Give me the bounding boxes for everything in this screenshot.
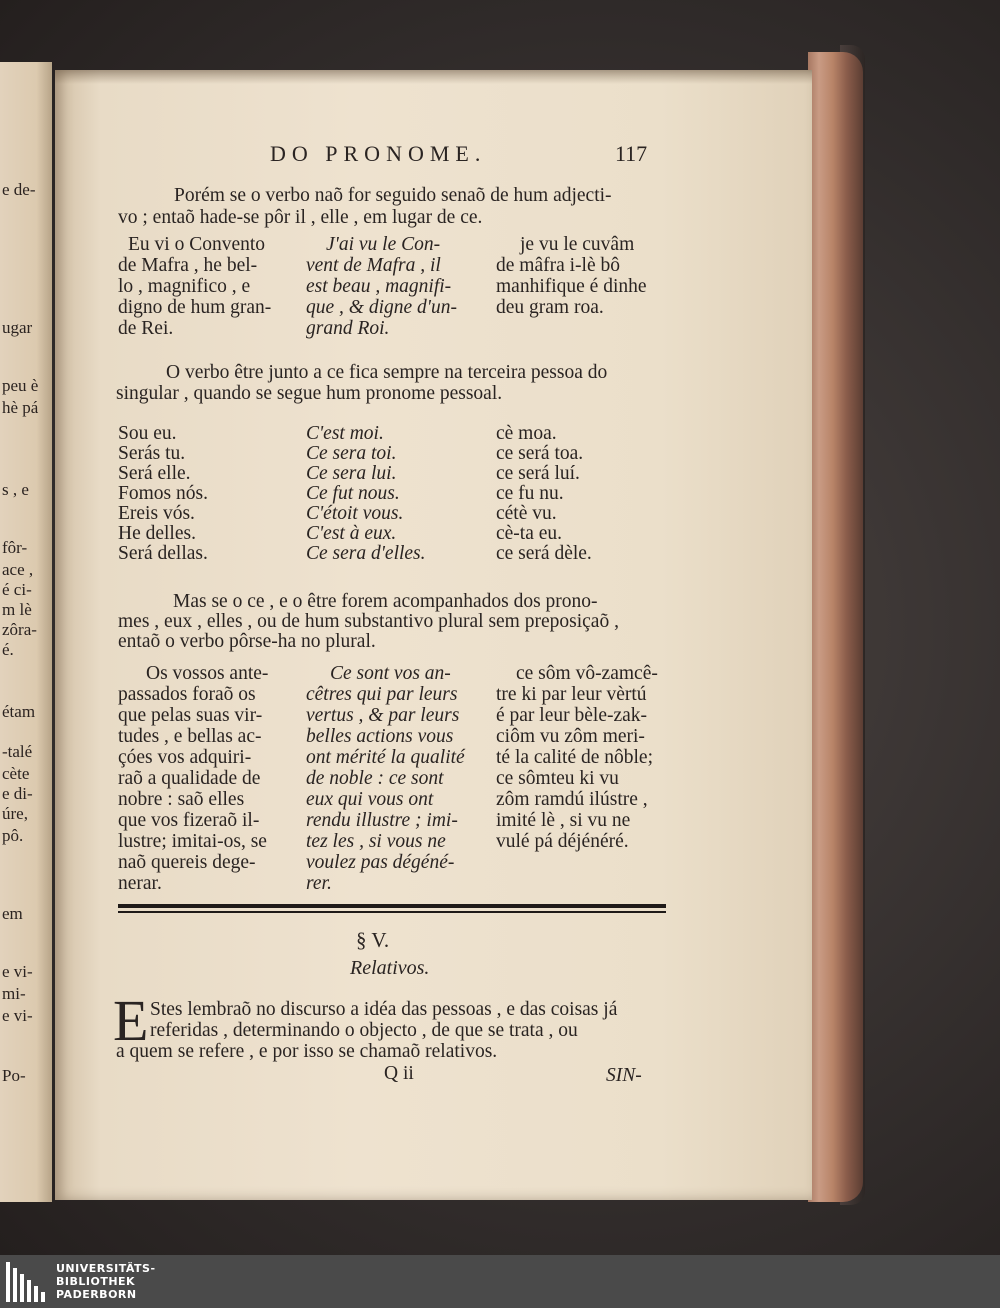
facing-page-fragment: peu è <box>2 376 39 395</box>
example2-portuguese-line: que pelas suas vir- <box>118 705 263 726</box>
example2-french-line: cêtres qui par leurs <box>306 684 458 705</box>
conjugation-pronunciation-line: ce fu nu. <box>496 483 564 504</box>
library-name-line: BIBLIOTHEK <box>56 1275 136 1288</box>
facing-page-fragment: úre, <box>2 804 28 823</box>
example2-french-line: de noble : ce sont <box>306 768 444 789</box>
final-paragraph-line: a quem se refere , e por isso se chamaõ relativos. <box>116 1041 498 1062</box>
library-logo-icon <box>6 1262 46 1302</box>
example2-french-line: ont mérité la qualité <box>306 747 465 768</box>
example2-portuguese-line: naõ quereis dege- <box>118 852 256 873</box>
running-title: DO PRONOME. <box>270 141 487 166</box>
example1-french-line: J'ai vu le Con- <box>326 234 441 255</box>
example2-pronunciation-line: vulé pá déjénéré. <box>496 831 629 852</box>
intro-line: Porém se o verbo naõ for seguido senaõ de hum adjecti- <box>174 185 612 206</box>
example2-french-line: voulez pas dégéné- <box>306 852 455 873</box>
page-shadow <box>55 70 812 84</box>
example2-portuguese-line: lustre; imitai-os, se <box>118 831 267 852</box>
facing-page-fragment: em <box>2 904 23 923</box>
page-number: 117 <box>615 141 648 166</box>
conjugation-french-line: C'est à eux. <box>306 523 397 544</box>
conjugation-french-line: Ce sera toi. <box>306 443 397 464</box>
library-name-line: UNIVERSITÄTS- <box>56 1262 156 1275</box>
example2-portuguese-line: Os vossos ante- <box>146 663 269 684</box>
example1-portuguese-line: de Mafra , he bel- <box>118 255 258 276</box>
example1-pronunciation-line: deu gram roa. <box>496 297 604 318</box>
facing-page-fragment: e de- <box>2 180 36 199</box>
conjugation-pronunciation-line: ce será dèle. <box>496 543 592 564</box>
example1-french-line: grand Roi. <box>306 318 390 339</box>
facing-page-fragment: zôra- <box>2 620 37 639</box>
conjugation-portuguese-line: Serás tu. <box>118 443 186 464</box>
example1-french-line: que , & digne d'un- <box>306 297 457 318</box>
example2-french-line: tez les , si vous ne <box>306 831 446 852</box>
conjugation-portuguese-line: Sou eu. <box>118 423 177 444</box>
example2-pronunciation-line: tre ki par leur vèrtú <box>496 684 647 705</box>
example2-french-line: belles actions vous <box>306 726 454 747</box>
example1-portuguese-line: digno de hum gran- <box>118 297 272 318</box>
example2-pronunciation-line: ce sôm vô-zamcê- <box>516 663 658 684</box>
conjugation-pronunciation-line: cè moa. <box>496 423 557 444</box>
library-name <box>56 1262 156 1301</box>
example1-pronunciation-line: de mâfra i-lè bô <box>496 255 620 276</box>
conjugation-portuguese-line: Ereis vós. <box>118 503 195 524</box>
facing-page-fragment: é ci- <box>2 580 32 599</box>
drop-cap: E <box>113 988 149 1053</box>
facing-page-fragment: Po- <box>2 1066 26 1085</box>
example2-pronunciation-line: é par leur bèle-zak- <box>496 705 648 726</box>
example2-french-line: Ce sont vos an- <box>330 663 451 684</box>
example2-portuguese-line: tudes , e bellas ac- <box>118 726 262 747</box>
conjugation-portuguese-line: Será dellas. <box>118 543 208 564</box>
example2-french-line: rendu illustre ; imi- <box>306 810 458 831</box>
facing-page-fragment: étam <box>2 702 36 721</box>
example2-pronunciation-line: imité lè , si vu ne <box>496 810 631 831</box>
paragraph2-line: singular , quando se segue hum pronome pessoal. <box>116 383 503 404</box>
paragraph3-line: Mas se o ce , e o être forem acompanhados dos prono- <box>173 591 598 612</box>
example2-portuguese-line: nerar. <box>118 873 162 894</box>
example2-portuguese-line: raõ a qualidade de <box>118 768 261 789</box>
facing-page-fragment: cète <box>2 764 30 783</box>
example2-pronunciation-line: ciôm vu zôm meri- <box>496 726 645 747</box>
page-edges <box>808 52 863 1202</box>
facing-page-fragment: e vi- <box>2 962 33 981</box>
example1-portuguese-line: Eu vi o Convento <box>128 234 266 255</box>
conjugation-french-line: C'étoit vous. <box>306 503 404 524</box>
library-name-line: PADERBORN <box>56 1288 137 1301</box>
conjugation-french-line: Ce fut nous. <box>306 483 400 504</box>
paragraph2-line: O verbo être junto a ce fica sempre na terceira pessoa do <box>166 362 608 383</box>
facing-page-fragment: hè pá <box>2 398 39 417</box>
example1-pronunciation-line: je vu le cuvâm <box>520 234 635 255</box>
example2-pronunciation-line: té la calité de nôble; <box>496 747 654 768</box>
example1-portuguese-line: lo , magnifico , e <box>118 276 251 297</box>
facing-page-fragment: e vi- <box>2 1006 33 1025</box>
conjugation-pronunciation-line: ce será luí. <box>496 463 580 484</box>
catchword: SIN- <box>606 1065 642 1086</box>
example1-french-line: vent de Mafra , il <box>306 255 441 276</box>
final-paragraph-line: Stes lembraõ no discurso a idéa das pessoas , e das coisas já <box>150 999 618 1020</box>
conjugation-french-line: Ce sera lui. <box>306 463 397 484</box>
facing-page-fragment: fôr- <box>2 538 28 557</box>
facing-page-left <box>0 62 52 1202</box>
example2-pronunciation-line: ce sômteu ki vu <box>496 768 619 789</box>
example2-french-line: rer. <box>306 873 332 894</box>
conjugation-pronunciation-line: ce será toa. <box>496 443 584 464</box>
example2-pronunciation-line: zôm ramdú ilústre , <box>496 789 648 810</box>
example2-french-line: vertus , & par leurs <box>306 705 460 726</box>
example1-pronunciation-line: manhifique é dinhe <box>496 276 647 297</box>
example1-portuguese-line: de Rei. <box>118 318 174 339</box>
divider-rule <box>118 904 666 908</box>
example2-portuguese-line: çóes vos adquiri- <box>118 747 252 768</box>
conjugation-pronunciation-line: cè-ta eu. <box>496 523 563 544</box>
example2-french-line: eux qui vous ont <box>306 789 434 810</box>
example2-portuguese-line: passados foraõ os <box>118 684 256 705</box>
conjugation-portuguese-line: He delles. <box>118 523 196 544</box>
facing-page-fragment: mi- <box>2 984 26 1003</box>
paragraph3-line: mes , eux , elles , ou de hum substantivo plural sem preposiçaõ , <box>118 611 619 632</box>
facing-page-fragment: e di- <box>2 784 33 803</box>
conjugation-portuguese-line: Fomos nós. <box>118 483 208 504</box>
facing-page-fragment: pô. <box>2 826 24 845</box>
paragraph3-line: entaõ o verbo pôrse-ha no plural. <box>118 631 376 652</box>
section-title: Relativos. <box>350 957 430 979</box>
signature-mark: Q ii <box>384 1063 414 1084</box>
intro-line: vo ; entaõ hade-se pôr il , elle , em lugar de ce. <box>118 207 483 228</box>
facing-page-fragment: -talé <box>2 742 33 761</box>
facing-page-fragment: m lè <box>2 600 32 619</box>
final-paragraph-line: referidas , determinando o objecto , de que se trata , ou <box>150 1020 578 1041</box>
example2-portuguese-line: nobre : saõ elles <box>118 789 245 810</box>
facing-page-fragment: é. <box>2 640 14 659</box>
facing-page-fragment: ace , <box>2 560 34 579</box>
facing-page-fragment: ugar <box>2 318 33 337</box>
conjugation-french-line: Ce sera d'elles. <box>306 543 426 564</box>
conjugation-french-line: C'est moi. <box>306 423 384 444</box>
conjugation-portuguese-line: Será elle. <box>118 463 191 484</box>
example2-portuguese-line: que vos fizeraõ il- <box>118 810 260 831</box>
divider-rule <box>118 911 666 913</box>
example1-french-line: est beau , magnifi- <box>306 276 452 297</box>
conjugation-pronunciation-line: cétè vu. <box>496 503 557 524</box>
section-number: § V. <box>356 928 390 952</box>
facing-page-fragment: s , e <box>2 480 29 499</box>
